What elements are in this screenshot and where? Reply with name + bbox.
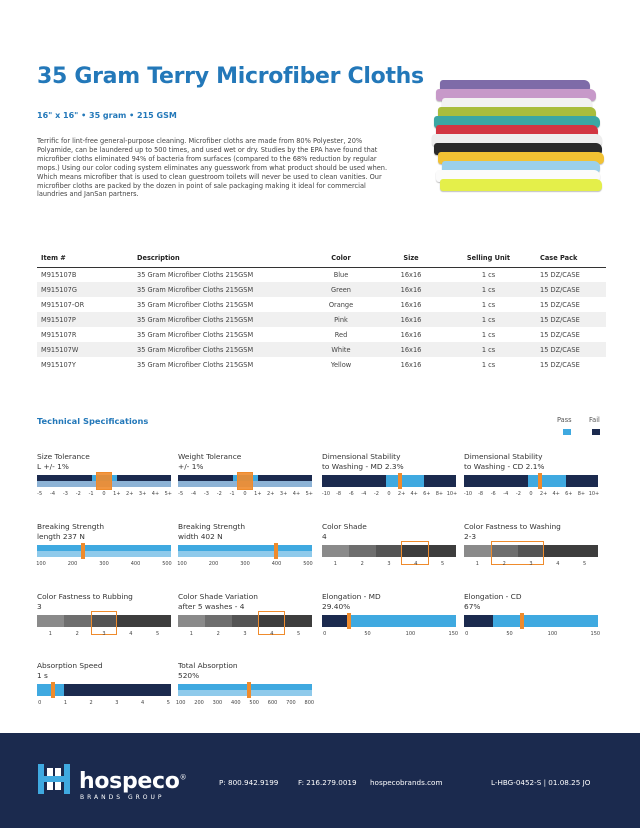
tick-label: 5+ xyxy=(164,491,172,497)
tick-label: -8 xyxy=(336,491,342,497)
value-marker xyxy=(538,473,542,489)
tick-label: 0 xyxy=(243,491,247,497)
product-description: Terrific for lint-free general-purpose cleaning. Microfiber cloths are made from 80% Polyester, 20% Polyamide, can be laundered up to 500 times, and used wet or dry. Studies by the EPA have found that microfiber cloths eliminated 94% of bacteria from surfaces (compared to the 68% reduction by regular mops.) Using our color coding system eliminates any guesswork from what product should be used when. Which means microfiber that is used to clean guestroom toilets will never be used to clean vanities. Our microfiber cloths are packed by the dozen in point of sale packaging making it ideal for commercial laundries and JanSan partners. xyxy=(37,137,388,199)
spec-name: Total Absorption xyxy=(178,661,238,670)
table-cell: M915107B xyxy=(41,270,77,279)
tick-label: 2+ xyxy=(126,491,134,497)
tick-label: 0 xyxy=(38,700,42,706)
table-cell: 1 cs xyxy=(481,270,496,279)
tick-label: 5 xyxy=(166,700,170,706)
spec-label xyxy=(464,452,598,473)
spec-scale-ticks xyxy=(322,631,459,641)
spec-scale-ticks xyxy=(464,491,598,501)
brand-name xyxy=(79,769,186,794)
spec-scale-bar xyxy=(322,545,456,557)
legend-pass-label: Pass xyxy=(557,416,572,424)
bar-segment xyxy=(64,684,171,696)
spec-scale-bar xyxy=(37,684,171,696)
tick-label: 500 xyxy=(249,700,259,706)
spec-name: Dimensional Stability xyxy=(464,452,543,461)
footer-document-code: L-HBG-0452-S | 01.08.25 JO xyxy=(491,778,591,787)
legend-fail-label: Fail xyxy=(589,416,600,424)
spec-block xyxy=(322,452,456,501)
tick-label: 1 xyxy=(475,561,479,567)
spec-label xyxy=(37,592,171,613)
table-row xyxy=(37,312,606,327)
bar-segment xyxy=(285,615,312,627)
table-cell: 16x16 xyxy=(400,270,422,279)
value-marker xyxy=(274,543,278,559)
tick-label: 5 xyxy=(156,631,160,637)
tick-label: -5 xyxy=(178,491,184,497)
table-cell: 35 Gram Microfiber Cloths 215GSM xyxy=(133,282,301,297)
spec-scale-bar xyxy=(322,475,456,487)
table-cell: 1 cs xyxy=(441,312,536,327)
table-cell: White xyxy=(301,342,381,357)
spec-block xyxy=(464,452,598,501)
bar-segment xyxy=(37,551,171,557)
tick-label: -3 xyxy=(203,491,209,497)
legend-pass-swatch xyxy=(563,429,571,435)
tick-label: -2 xyxy=(75,491,81,497)
microfiber-cloth-stack-image xyxy=(432,80,610,198)
tick-label: 300 xyxy=(212,700,223,706)
tick-label: 3 xyxy=(529,561,533,567)
spec-label xyxy=(464,522,598,543)
tick-label: 150 xyxy=(448,631,459,637)
bar-segment xyxy=(493,615,598,627)
spec-name: Elongation - MD xyxy=(322,592,381,601)
header-case-pack: Case Pack xyxy=(536,253,606,267)
bar-segment xyxy=(571,545,598,557)
tick-label: 300 xyxy=(99,561,109,567)
table-cell: 16x16 xyxy=(400,300,422,309)
tick-label: 2 xyxy=(216,631,220,637)
tick-label: 2+ xyxy=(539,491,548,497)
bar-segment xyxy=(117,615,144,627)
spec-value: 3 xyxy=(37,601,42,611)
value-marker xyxy=(347,613,351,629)
tick-label: -6 xyxy=(490,491,496,497)
spec-label xyxy=(178,522,312,543)
tick-label: 6+ xyxy=(565,491,573,497)
spec-label xyxy=(322,452,456,473)
table-cell: 35 Gram Microfiber Cloths 215GSM xyxy=(137,360,254,369)
bar-segment xyxy=(424,475,456,487)
tick-label: -4 xyxy=(361,491,367,497)
spec-value: 67% xyxy=(464,601,481,611)
bar-segment xyxy=(349,545,376,557)
tick-label: 10+ xyxy=(446,491,458,497)
bar-segment xyxy=(376,545,403,557)
table-cell: M915107P xyxy=(37,312,133,327)
tick-label: 100 xyxy=(177,561,187,567)
spec-block xyxy=(178,522,312,571)
tick-label: -2 xyxy=(515,491,521,497)
towel-layer xyxy=(440,179,602,191)
spec-name: Elongation - CD xyxy=(464,592,522,601)
tick-label: 1+ xyxy=(254,491,262,497)
spec-scale-bar xyxy=(178,545,312,557)
tick-label: 0 xyxy=(102,491,106,497)
bar-segment xyxy=(349,615,456,627)
tick-label: 200 xyxy=(194,700,204,706)
spec-value: 2-3 xyxy=(464,531,477,541)
spec-label xyxy=(322,522,456,543)
product-subtitle: 16" x 16" • 35 gram • 215 GSM xyxy=(37,111,177,120)
spec-scale-ticks xyxy=(37,700,171,710)
tick-label: 2 xyxy=(89,700,93,706)
spec-value: to Washing - CD 2.1% xyxy=(464,461,545,471)
tick-label: 5+ xyxy=(305,491,313,497)
spec-value: L +/- 1% xyxy=(37,461,69,471)
spec-label xyxy=(322,592,456,613)
tick-label: 5 xyxy=(297,631,301,637)
spec-scale-ticks xyxy=(464,561,598,571)
tick-label: 600 xyxy=(267,700,278,706)
spec-scale-bar xyxy=(37,475,171,487)
spec-scale-bar xyxy=(464,475,598,487)
spec-name: Color Fastness to Rubbing xyxy=(37,592,133,601)
tick-label: 2 xyxy=(360,561,364,567)
bar-segment xyxy=(37,615,64,627)
spec-label xyxy=(37,452,171,473)
table-cell: M915107W xyxy=(37,342,133,357)
spec-block xyxy=(37,452,171,501)
bar-segment xyxy=(464,615,493,627)
tick-label: -3 xyxy=(62,491,68,497)
spec-label xyxy=(178,452,312,473)
tick-label: 6+ xyxy=(423,491,431,497)
tick-label: 3 xyxy=(115,700,119,706)
value-marker xyxy=(520,613,524,629)
table-row xyxy=(37,357,606,372)
bar-segment xyxy=(232,615,259,627)
tick-label: 1 xyxy=(333,561,337,567)
table-cell: Red xyxy=(334,330,348,339)
table-cell: Orange xyxy=(328,300,354,309)
spec-scale-bar xyxy=(464,545,598,557)
spec-scale-ticks xyxy=(464,631,601,641)
spec-label xyxy=(178,661,312,682)
page-title: 35 Gram Terry Microfiber Cloths xyxy=(37,64,424,89)
table-cell: 16x16 xyxy=(381,312,441,327)
spec-name: Weight Tolerance xyxy=(178,452,242,461)
spec-scale-ticks xyxy=(175,700,315,710)
spec-block xyxy=(464,592,601,641)
bar-segment xyxy=(429,545,456,557)
spec-value: width 402 N xyxy=(178,531,223,541)
spec-block xyxy=(178,452,312,501)
spec-value: after 5 washes - 4 xyxy=(178,601,245,611)
tick-label: 2 xyxy=(75,631,79,637)
value-marker xyxy=(247,682,251,698)
table-cell: 16x16 xyxy=(400,360,422,369)
spec-name: Absorption Speed xyxy=(37,661,103,670)
spec-name: Color Shade xyxy=(322,522,367,531)
table-cell: M915107R xyxy=(41,330,77,339)
tick-label: 2+ xyxy=(267,491,275,497)
spec-scale-ticks xyxy=(322,561,456,571)
table-cell: 15 DZ/CASE xyxy=(536,282,606,297)
spec-scale-ticks xyxy=(178,491,312,501)
tick-label: -10 xyxy=(463,491,473,497)
bar-segment xyxy=(178,551,312,557)
tick-label: -4 xyxy=(50,491,56,497)
header-color: Color xyxy=(301,253,381,267)
spec-value: 4 xyxy=(322,531,327,541)
value-marker xyxy=(81,543,85,559)
spec-block xyxy=(37,592,171,641)
tick-label: -8 xyxy=(478,491,484,497)
legend-fail-swatch xyxy=(592,429,600,435)
table-cell: 35 Gram Microfiber Cloths 215GSM xyxy=(137,330,254,339)
bar-segment xyxy=(464,475,528,487)
table-cell: 15 DZ/CASE xyxy=(536,342,606,357)
spec-value: +/- 1% xyxy=(178,461,204,471)
tick-label: 4 xyxy=(556,561,560,567)
spec-label xyxy=(37,661,171,682)
spec-label xyxy=(37,522,171,543)
spec-scale-ticks xyxy=(322,491,456,501)
bar-segment xyxy=(178,690,312,696)
tick-label: 0 xyxy=(529,491,533,497)
table-cell: M915107G xyxy=(37,282,133,297)
bar-segment xyxy=(205,615,232,627)
tick-label: 100 xyxy=(36,561,46,567)
table-cell: 1 cs xyxy=(481,300,496,309)
tick-label: -1 xyxy=(229,491,235,497)
tick-label: -2 xyxy=(373,491,379,497)
tick-label: 5 xyxy=(441,561,445,567)
tick-label: 500 xyxy=(303,561,313,567)
spec-name: Breaking Strength xyxy=(37,522,105,531)
header-item: Item # xyxy=(37,253,133,267)
spec-label xyxy=(464,592,598,613)
spec-scale-bar xyxy=(322,615,456,627)
bar-segment xyxy=(528,475,566,487)
table-cell: Pink xyxy=(301,312,381,327)
table-cell: 16x16 xyxy=(381,282,441,297)
bar-segment xyxy=(322,615,349,627)
table-cell: 35 Gram Microfiber Cloths 215GSM xyxy=(137,270,254,279)
tick-label: 100 xyxy=(405,631,416,637)
bar-segment xyxy=(566,475,598,487)
tick-label: 3+ xyxy=(279,491,288,497)
spec-name: Color Shade Variation xyxy=(178,592,258,601)
spec-block xyxy=(178,592,312,641)
bar-segment xyxy=(322,475,386,487)
table-cell: 1 cs xyxy=(441,342,536,357)
table-cell: M915107Y xyxy=(41,360,76,369)
spec-label xyxy=(178,592,312,613)
tick-label: 3 xyxy=(102,631,106,637)
brand-wordmark: hospeco xyxy=(79,769,180,794)
tick-label: 8+ xyxy=(577,491,586,497)
spec-scale-ticks xyxy=(178,561,312,571)
tick-label: 3 xyxy=(387,561,391,567)
value-marker xyxy=(398,473,402,489)
spec-block xyxy=(322,522,456,571)
spec-scale-ticks xyxy=(37,631,171,641)
tick-label: 4 xyxy=(270,631,274,637)
table-header-row xyxy=(37,253,606,267)
bar-segment xyxy=(178,615,205,627)
tick-label: 4+ xyxy=(292,491,301,497)
tick-label: 4 xyxy=(414,561,418,567)
table-cell: Blue xyxy=(333,270,349,279)
header-description: Description xyxy=(133,253,301,267)
table-cell: M915107-OR xyxy=(41,300,85,309)
spec-block xyxy=(175,661,315,710)
spec-value: 520% xyxy=(178,670,200,680)
spec-value: 29.40% xyxy=(322,601,351,611)
brand-registered-mark: ® xyxy=(179,773,187,782)
tick-label: 10+ xyxy=(588,491,600,497)
tick-label: 700 xyxy=(286,700,296,706)
spec-block xyxy=(464,522,598,571)
tick-label: 4 xyxy=(140,700,145,706)
tick-label: -4 xyxy=(191,491,197,497)
tick-label: 2+ xyxy=(397,491,406,497)
tick-label: -10 xyxy=(321,491,331,497)
tick-label: 150 xyxy=(590,631,601,637)
tick-label: 4+ xyxy=(552,491,560,497)
tick-label: 200 xyxy=(67,561,78,567)
table-cell: 35 Gram Microfiber Cloths 215GSM xyxy=(133,342,301,357)
table-row xyxy=(37,297,606,312)
spec-scale-bar xyxy=(178,475,312,487)
spec-name: Size Tolerance xyxy=(37,452,90,461)
tick-label: 0 xyxy=(387,491,391,497)
spec-scale-bar xyxy=(37,615,171,627)
table-row xyxy=(37,267,606,282)
spec-block xyxy=(37,661,171,710)
bar-segment xyxy=(322,545,349,557)
header-selling-unit: Selling Unit xyxy=(441,253,536,267)
tick-label: -6 xyxy=(348,491,354,497)
spec-name: Color Fastness to Washing xyxy=(464,522,561,531)
tick-label: 100 xyxy=(175,700,186,706)
tick-label: 4+ xyxy=(410,491,418,497)
table-cell: 35 Gram Microfiber Cloths 215GSM xyxy=(137,300,254,309)
tick-label: 300 xyxy=(240,561,250,567)
spec-value: to Washing - MD 2.3% xyxy=(322,461,404,471)
tick-label: -1 xyxy=(88,491,94,497)
footer xyxy=(0,733,640,828)
tick-label: -4 xyxy=(503,491,509,497)
tick-label: 4+ xyxy=(151,491,160,497)
tick-label: 1 xyxy=(189,631,193,637)
value-marker xyxy=(51,682,55,698)
spec-scale-bar xyxy=(178,684,312,696)
hospeco-logo-icon xyxy=(37,762,71,796)
tick-label: 500 xyxy=(162,561,172,567)
spec-name: Breaking Strength xyxy=(178,522,246,531)
header-size: Size xyxy=(381,253,441,267)
tick-label: 50 xyxy=(364,631,371,637)
bar-segment xyxy=(64,615,91,627)
footer-website-link[interactable]: hospecobrands.com xyxy=(370,778,443,787)
tick-label: 5 xyxy=(583,561,587,567)
tick-label: -2 xyxy=(216,491,222,497)
tick-label: 200 xyxy=(208,561,219,567)
tick-label: 3+ xyxy=(138,491,147,497)
table-cell: 1 cs xyxy=(481,360,496,369)
spec-scale-ticks xyxy=(178,631,312,641)
tech-specs-title: Technical Specifications xyxy=(37,416,149,426)
value-highlight-box xyxy=(237,472,253,490)
spec-value: length 237 N xyxy=(37,531,85,541)
table-cell: 1 cs xyxy=(441,282,536,297)
tick-label: 8+ xyxy=(435,491,444,497)
footer-fax: F: 216.279.0019 xyxy=(298,778,357,787)
table-cell: 15 DZ/CASE xyxy=(540,360,580,369)
table-cell: 35 Gram Microfiber Cloths 215GSM xyxy=(133,312,301,327)
table-cell: 15 DZ/CASE xyxy=(536,312,606,327)
tick-label: 1+ xyxy=(113,491,121,497)
table-cell: 15 DZ/CASE xyxy=(540,270,580,279)
tick-label: 50 xyxy=(506,631,513,637)
table-row xyxy=(37,282,606,297)
table-cell: 15 DZ/CASE xyxy=(540,300,580,309)
table-cell: 16x16 xyxy=(381,342,441,357)
tick-label: -5 xyxy=(37,491,43,497)
table-row xyxy=(37,327,606,342)
value-highlight-box xyxy=(96,472,112,490)
tick-label: 3 xyxy=(243,631,247,637)
spec-scale-bar xyxy=(178,615,312,627)
tick-label: 400 xyxy=(130,561,141,567)
brand-subtitle: BRANDS GROUP xyxy=(80,794,165,801)
table-row xyxy=(37,342,606,357)
tick-label: 0 xyxy=(465,631,469,637)
product-table xyxy=(37,253,606,372)
table-cell: Green xyxy=(301,282,381,297)
tick-label: 0 xyxy=(323,631,327,637)
table-cell: Yellow xyxy=(330,360,352,369)
spec-name: Dimensional Stability xyxy=(322,452,401,461)
bar-segment xyxy=(464,545,491,557)
tick-label: 400 xyxy=(271,561,282,567)
tick-label: 1 xyxy=(48,631,52,637)
tick-label: 4 xyxy=(129,631,133,637)
tick-label: 100 xyxy=(547,631,558,637)
table-cell: 1 cs xyxy=(481,330,496,339)
bar-segment xyxy=(544,545,571,557)
spec-scale-bar xyxy=(464,615,598,627)
spec-block xyxy=(37,522,171,571)
tick-label: 1 xyxy=(63,700,67,706)
footer-phone: P: 800.942.9199 xyxy=(219,778,279,787)
spec-block xyxy=(322,592,459,641)
spec-value: 1 s xyxy=(37,670,48,680)
spec-scale-bar xyxy=(37,545,171,557)
bar-segment xyxy=(144,615,171,627)
tick-label: 400 xyxy=(231,700,241,706)
table-cell: 16x16 xyxy=(400,330,422,339)
bar-segment xyxy=(386,475,424,487)
spec-scale-ticks xyxy=(37,491,171,501)
spec-scale-ticks xyxy=(37,561,171,571)
table-cell: 15 DZ/CASE xyxy=(540,330,580,339)
tick-label: 800 xyxy=(304,700,315,706)
tick-label: 2 xyxy=(502,561,506,567)
